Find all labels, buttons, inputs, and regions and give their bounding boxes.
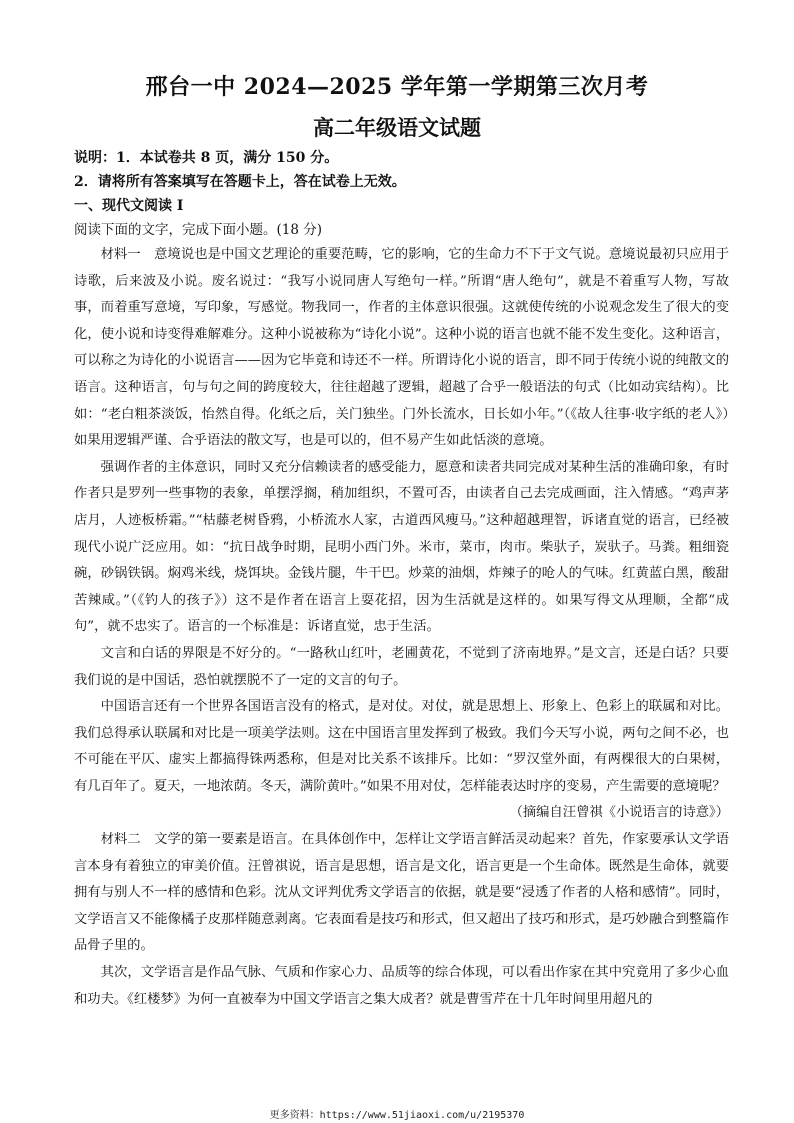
note-line-2: 2．请将所有答案填写在答题卡上，答在试卷上无效。 (74, 174, 406, 190)
material-one-paragraph-1: 材料一 意境说也是中国文艺理论的重要范畴，它的影响，它的生命力不下于文气说。意境说最初只应用于诗歌，后来波及小说。废名说过：“我写小说同唐人写绝句一样。”所谓“唐人绝句”，就是不着重写人物，写故事，而着重写意境，写印象，写感觉。物我同一，作者的主体意识很强。这就使传统的小说观念发生了很大的变化，使小说和诗变得难解难分。这种小说被称为“诗化小说”。这种小说的语言也就不能不发生变化。这种语言，可以称之为诗化的小说语言——因为它毕竟和诗还不一样。所谓诗化小说的语言，即不同于传统小说的纯散文的语言。这种语言，句与句之间的跨度较大，往往超越了逻辑，超越了合乎一般语法的句式（比如动宾结构）。比如：“老白粗茶淡饭，怡然自得。化纸之后，关门独坐。门外长流水，日长如小年。”（《故人往事·收字纸的老人》）如果用逻辑严谨、合乎语法的散文写，也是可以的，但不易产生如此恬淡的意境。 (74, 247, 729, 449)
material-one-source: （摘编自汪曾祺《小说语言的诗意》） (509, 805, 729, 821)
exam-content (74, 146, 729, 1013)
exam-title: 邢台一中 2024—2025 学年第一学期第三次月考 (145, 74, 649, 100)
footer-link[interactable]: 更多资料：https://www.51jiaoxi.com/u/2195370 (269, 1110, 525, 1121)
exam-subtitle: 高二年级语文试题 (313, 115, 481, 140)
material-two-paragraph-1: 材料二 文学的第一要素是语言。在具体创作中，怎样让文学语言鲜活灵动起来？首先，作家要承认文学语言本身有着独立的审美价值。汪曾祺说，语言是思想，语言是文化，语言更是一个生命体。既然是生命体，就要拥有与别人不一样的感情和色彩。沈从文评判优秀文学语言的依据，就是要“浸透了作者的人格和感情”。同时，文学语言又不能像橘子皮那样随意剥离。它表面看是技巧和形式，但又超出了技巧和形式，是巧妙融合到整篇作品骨子里的。 (74, 832, 729, 954)
material-one-paragraph-2: 强调作者的主体意识，同时又充分信赖读者的感受能力，愿意和读者共同完成对某种生活的准确印象，有时作者只是罗列一些事物的表象，单摆浮搁，稍加组织，不置可否，由读者自己去完成画面，注入情感。“鸡声茅店月，人迹板桥霜。”“枯藤老树昏鸦，小桥流水人家，古道西风瘦马。”这种超越理智，诉诸直觉的语言，已经被现代小说广泛应用。如：“抗日战争时期，昆明小西门外。米市，菜市，肉市。柴驮子，炭驮子。马粪。粗细瓷碗，砂锅铁锅。焖鸡米线，烧饵块。金钱片腿，牛干巴。炒菜的油烟，炸辣子的呛人的气味。红黄蓝白黑，酸甜苦辣咸。”（《钓人的孩子》）这不是作者在语言上耍花招，因为生活就是这样的。如果写得文从理顺，全都“成句”，就不忠实了。语言的一个标准是：诉诸直觉，忠于生活。 (74, 459, 729, 635)
material-one-paragraph-4: 中国语言还有一个世界各国语言没有的格式，是对仗。对仗，就是思想上、形象上、色彩上的联属和对比。我们总得承认联属和对比是一项美学法则。这在中国语言里发挥到了极致。我们今天写小说，两句之间不必，也不可能在平仄、虚实上都搞得铢两悉称，但是对比关系不该排斥。比如：“罗汉堂外面，有两棵很大的白果树，有几百年了。夏天，一地浓荫。冬天，满阶黄叶。”如果不用对仗，怎样能表达时序的变易，产生需要的意境呢？ (74, 699, 729, 794)
note-line-1: 说明：1．本试卷共 8 页，满分 150 分。 (74, 150, 339, 166)
material-two-paragraph-2: 其次，文学语言是作品气脉、气质和作家心力、品质等的综合体现，可以看出作家在其中究竟用了多少心血和功夫。《红楼梦》为何一直被奉为中国文学语言之集大成者？就是曹雪芹在十几年时间里用超凡的 (74, 965, 729, 1007)
material-one-paragraph-3: 文言和白话的界限是不好分的。“一路秋山红叶，老圃黄花，不觉到了济南地界。”是文言，还是白话？只要我们说的是中国话，恐怕就摆脱不了一定的文言的句子。 (74, 645, 729, 688)
section-instruction: 阅读下面的文字，完成下面小题。(18 分) (74, 222, 323, 238)
section-heading: 一、现代文阅读 I (74, 198, 184, 214)
